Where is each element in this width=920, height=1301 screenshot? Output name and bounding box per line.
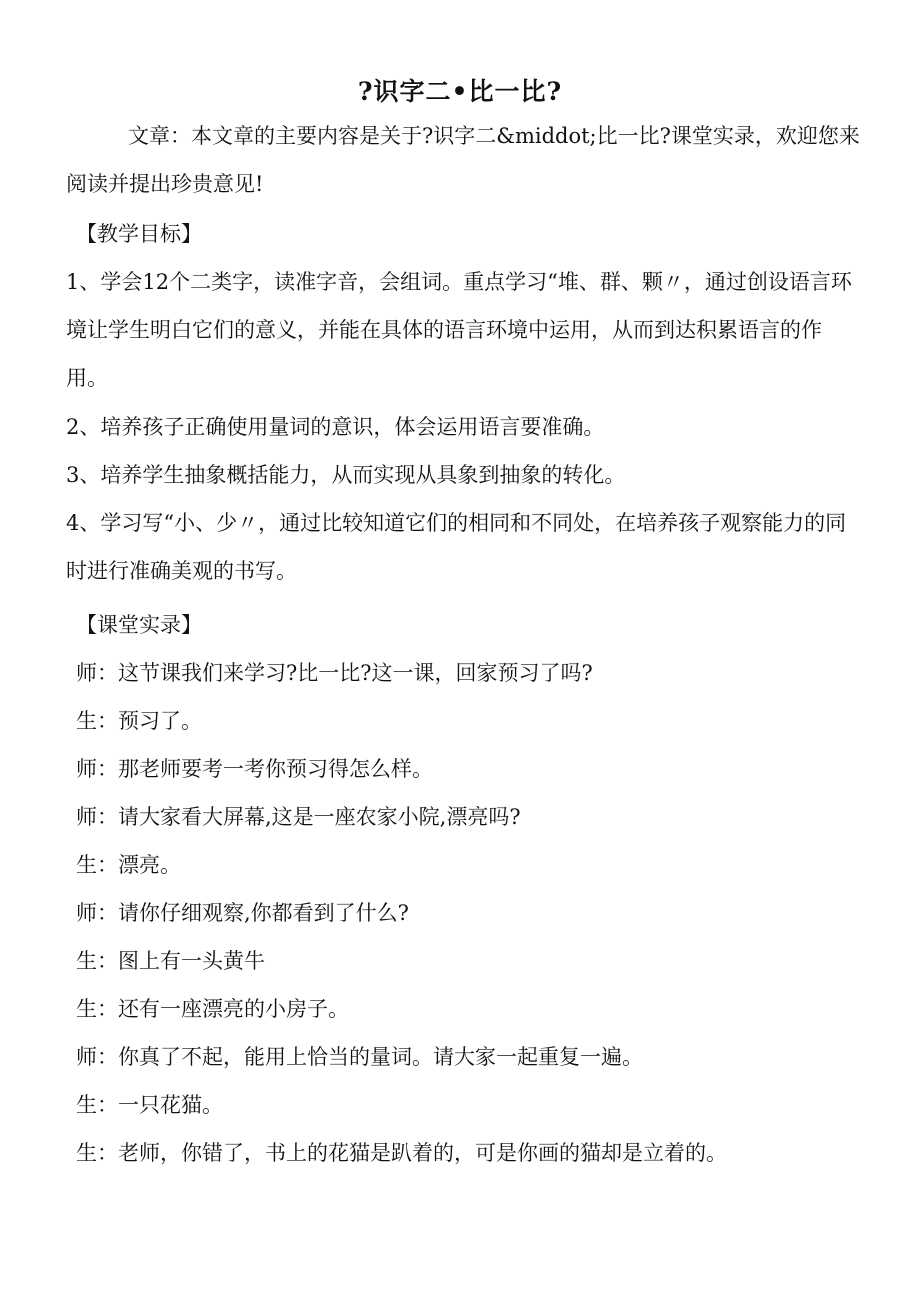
dialogue-line: 生：漂亮。 bbox=[76, 853, 181, 877]
objective-item-3: 3、培养学生抽象概括能力，从而实现从具象到抽象的转化。 bbox=[66, 463, 626, 487]
intro-paragraph: 文章：本文章的主要内容是关于?识字二&middot;比一比?课堂实录，欢迎您来阅读并提出珍贵意见! bbox=[66, 124, 860, 196]
dialogue-line: 生：还有一座漂亮的小房子。 bbox=[76, 997, 349, 1021]
objective-item-4: 4、学习写“小、少〃，通过比较知道它们的相同和不同处，在培养孩子观察能力的同时进行准确美观的书写。 bbox=[66, 511, 847, 583]
dialogue-line: 师：这节课我们来学习?比一比?这一课，回家预习了吗? bbox=[76, 661, 593, 685]
dialogue-line: 生：预习了。 bbox=[76, 709, 202, 733]
objective-item-2: 2、培养孩子正确使用量词的意识，体会运用语言要准确。 bbox=[66, 415, 605, 439]
dialogue-line: 师：请你仔细观察,你都看到了什么? bbox=[76, 901, 409, 925]
dialogue-line: 生：老师，你错了，书上的花猫是趴着的，可是你画的猫却是立着的。 bbox=[76, 1141, 727, 1165]
objective-item-1: 1、学会12个二类字，读准字音，会组词。重点学习“堆、群、颗〃，通过创设语言环境让学生明白它们的意义，并能在具体的语言环境中运用，从而到达积累语言的作用。 bbox=[66, 270, 852, 390]
dialogue-line: 生：图上有一头黄牛 bbox=[76, 949, 265, 973]
dialogue-line: 师：那老师要考一考你预习得怎么样。 bbox=[76, 757, 433, 781]
dialogue-line: 师：请大家看大屏幕,这是一座农家小院,漂亮吗? bbox=[76, 805, 521, 829]
dialogue-line: 生：一只花猫。 bbox=[76, 1093, 223, 1117]
dialogue-line: 师：你真了不起，能用上恰当的量词。请大家一起重复一遍。 bbox=[76, 1045, 643, 1069]
document-title: ?识字二•比一比? bbox=[357, 77, 563, 106]
objectives-heading: 【教学目标】 bbox=[76, 222, 202, 246]
record-heading: 【课堂实录】 bbox=[76, 613, 202, 637]
